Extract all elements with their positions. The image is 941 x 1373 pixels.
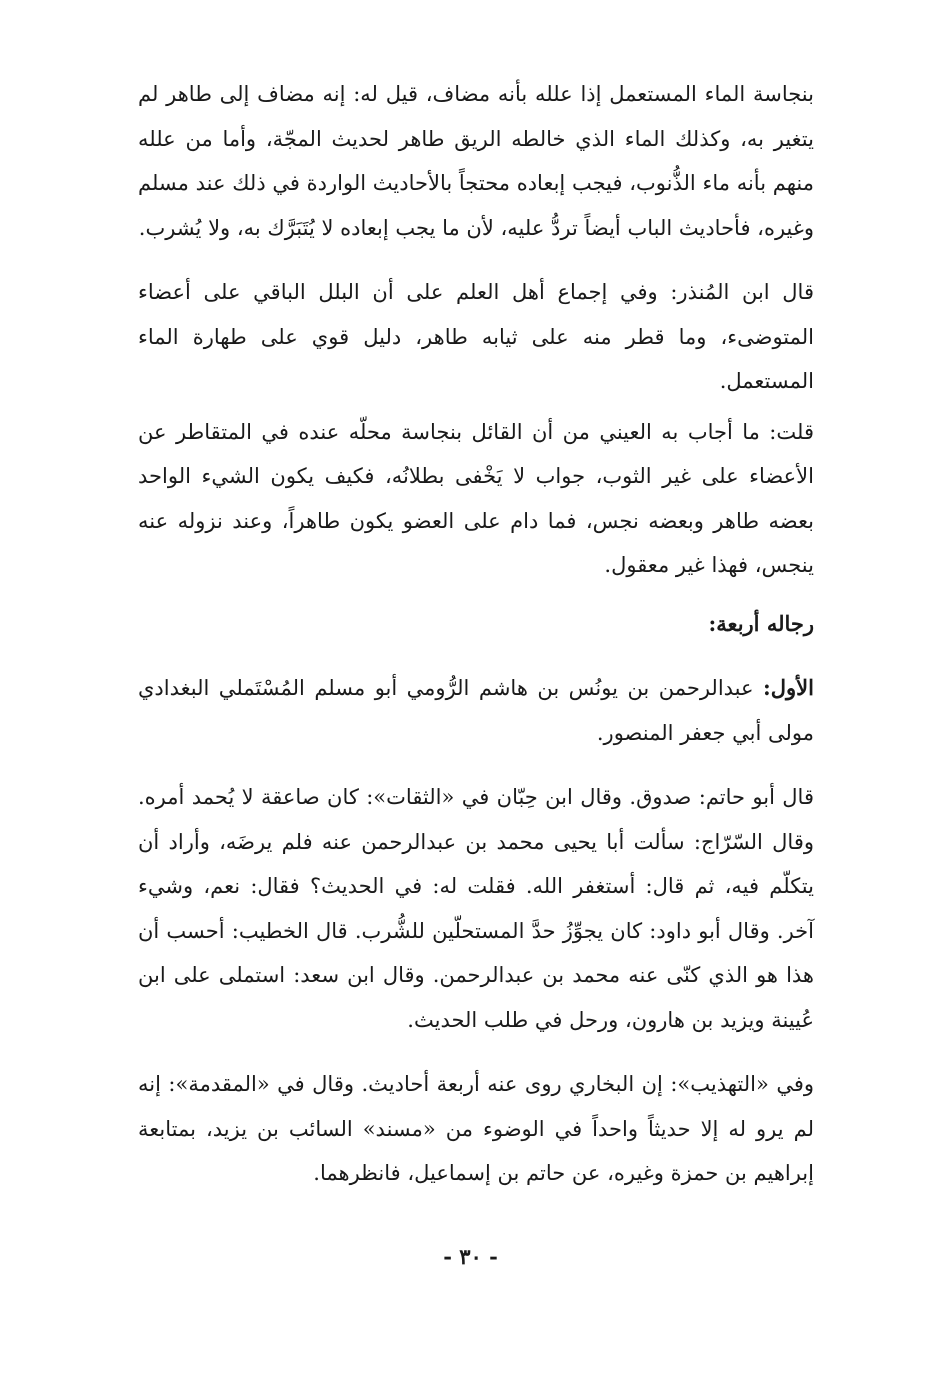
paragraph-text: قال ابن المُنذر: وفي إجماع أهل العلم على أن البلل الباقي على أعضاء المتوضىء، وما قطر منه على ثيابه طاهر، دليل قوي على طهارة الماء المستعمل. xyxy=(138,280,814,393)
heading-text: رجاله أربعة: xyxy=(708,610,814,636)
paragraph-narrator-criticism xyxy=(138,775,814,1042)
paragraph-text: بنجاسة الماء المستعمل إذا علله بأنه مضاف، قيل له: إنه مضاف إلى طاهر لم يتغير به، وكذلك الماء الذي خالطه الريق طاهر لحديث المجّة، وأما من علله منهم بأنه ماء الذُّنوب، فيجب إبعاده محتجاً بالأحاديث الواردة في ذلك عند مسلم وغيره، فأحاديث الباب أيضاً تردُّ عليه، لأن ما يجب إبعاده لا يُتَبَرَّك به، ولا يُشرب. xyxy=(138,82,814,240)
paragraph-tahdhib xyxy=(138,1062,814,1196)
paragraph-water-impurity xyxy=(138,72,814,250)
page-number: - ٣٠ - xyxy=(443,1244,498,1269)
paragraph-first-narrator xyxy=(138,666,814,755)
paragraph-lead: الأول: xyxy=(763,675,814,700)
paragraph-ibn-mundhir xyxy=(138,270,814,404)
paragraph-qultu xyxy=(138,410,814,588)
paragraph-text: قلت: ما أجاب به العيني من أن القائل بنجاسة محلّه عنده في المتقاطر عن الأعضاء على غير الثوب، جواب لا يَخْفى بطلانُه، فكيف يكون الشيء الواحد بعضه طاهر وبعضه نجس، فما دام على العضو يكون طاهراً، وعند نزوله عنه ينجس، فهذا غير معقول. xyxy=(138,419,814,577)
section-heading-narrators xyxy=(138,602,814,647)
page-body xyxy=(138,72,814,1196)
paragraph-text: عبدالرحمن بن يونُس بن هاشم الرُّومي أبو مسلم المُسْتَملي البغدادي مولى أبي جعفر المنصور. xyxy=(138,676,814,745)
paragraph-text: قال أبو حاتم: صدوق. وقال ابن حِبّان في «الثقات»: كان صاعقة لا يُحمد أمره. وقال السّرّاج: سألت أبا يحيى محمد بن عبدالرحمن عنه فلم يرضَه، وأراد أن يتكلّم فيه، ثم قال: أستغفر الله. فقلت له: في الحديث؟ فقال: نعم، وشيء آخر. وقال أبو داود: كان يجوِّزُ حدَّ المستحلّين للشُّرب. قال الخطيب: أحسب أن هذا هو الذي كنّى عنه محمد بن عبدالرحمن. وقال ابن سعد: استملى على ابن عُيينة ويزيد بن هارون، ورحل في طلب الحديث. xyxy=(138,785,814,1032)
paragraph-text: وفي «التهذيب»: إن البخاري روى عنه أربعة أحاديث. وقال في «المقدمة»: إنه لم يرو له إلا حديثاً واحداً في الوضوء من «مسند» السائب بن يزيد، بمتابعة إبراهيم بن حمزة وغيره، عن حاتم بن إسماعيل، فانظرهما. xyxy=(138,1072,814,1185)
